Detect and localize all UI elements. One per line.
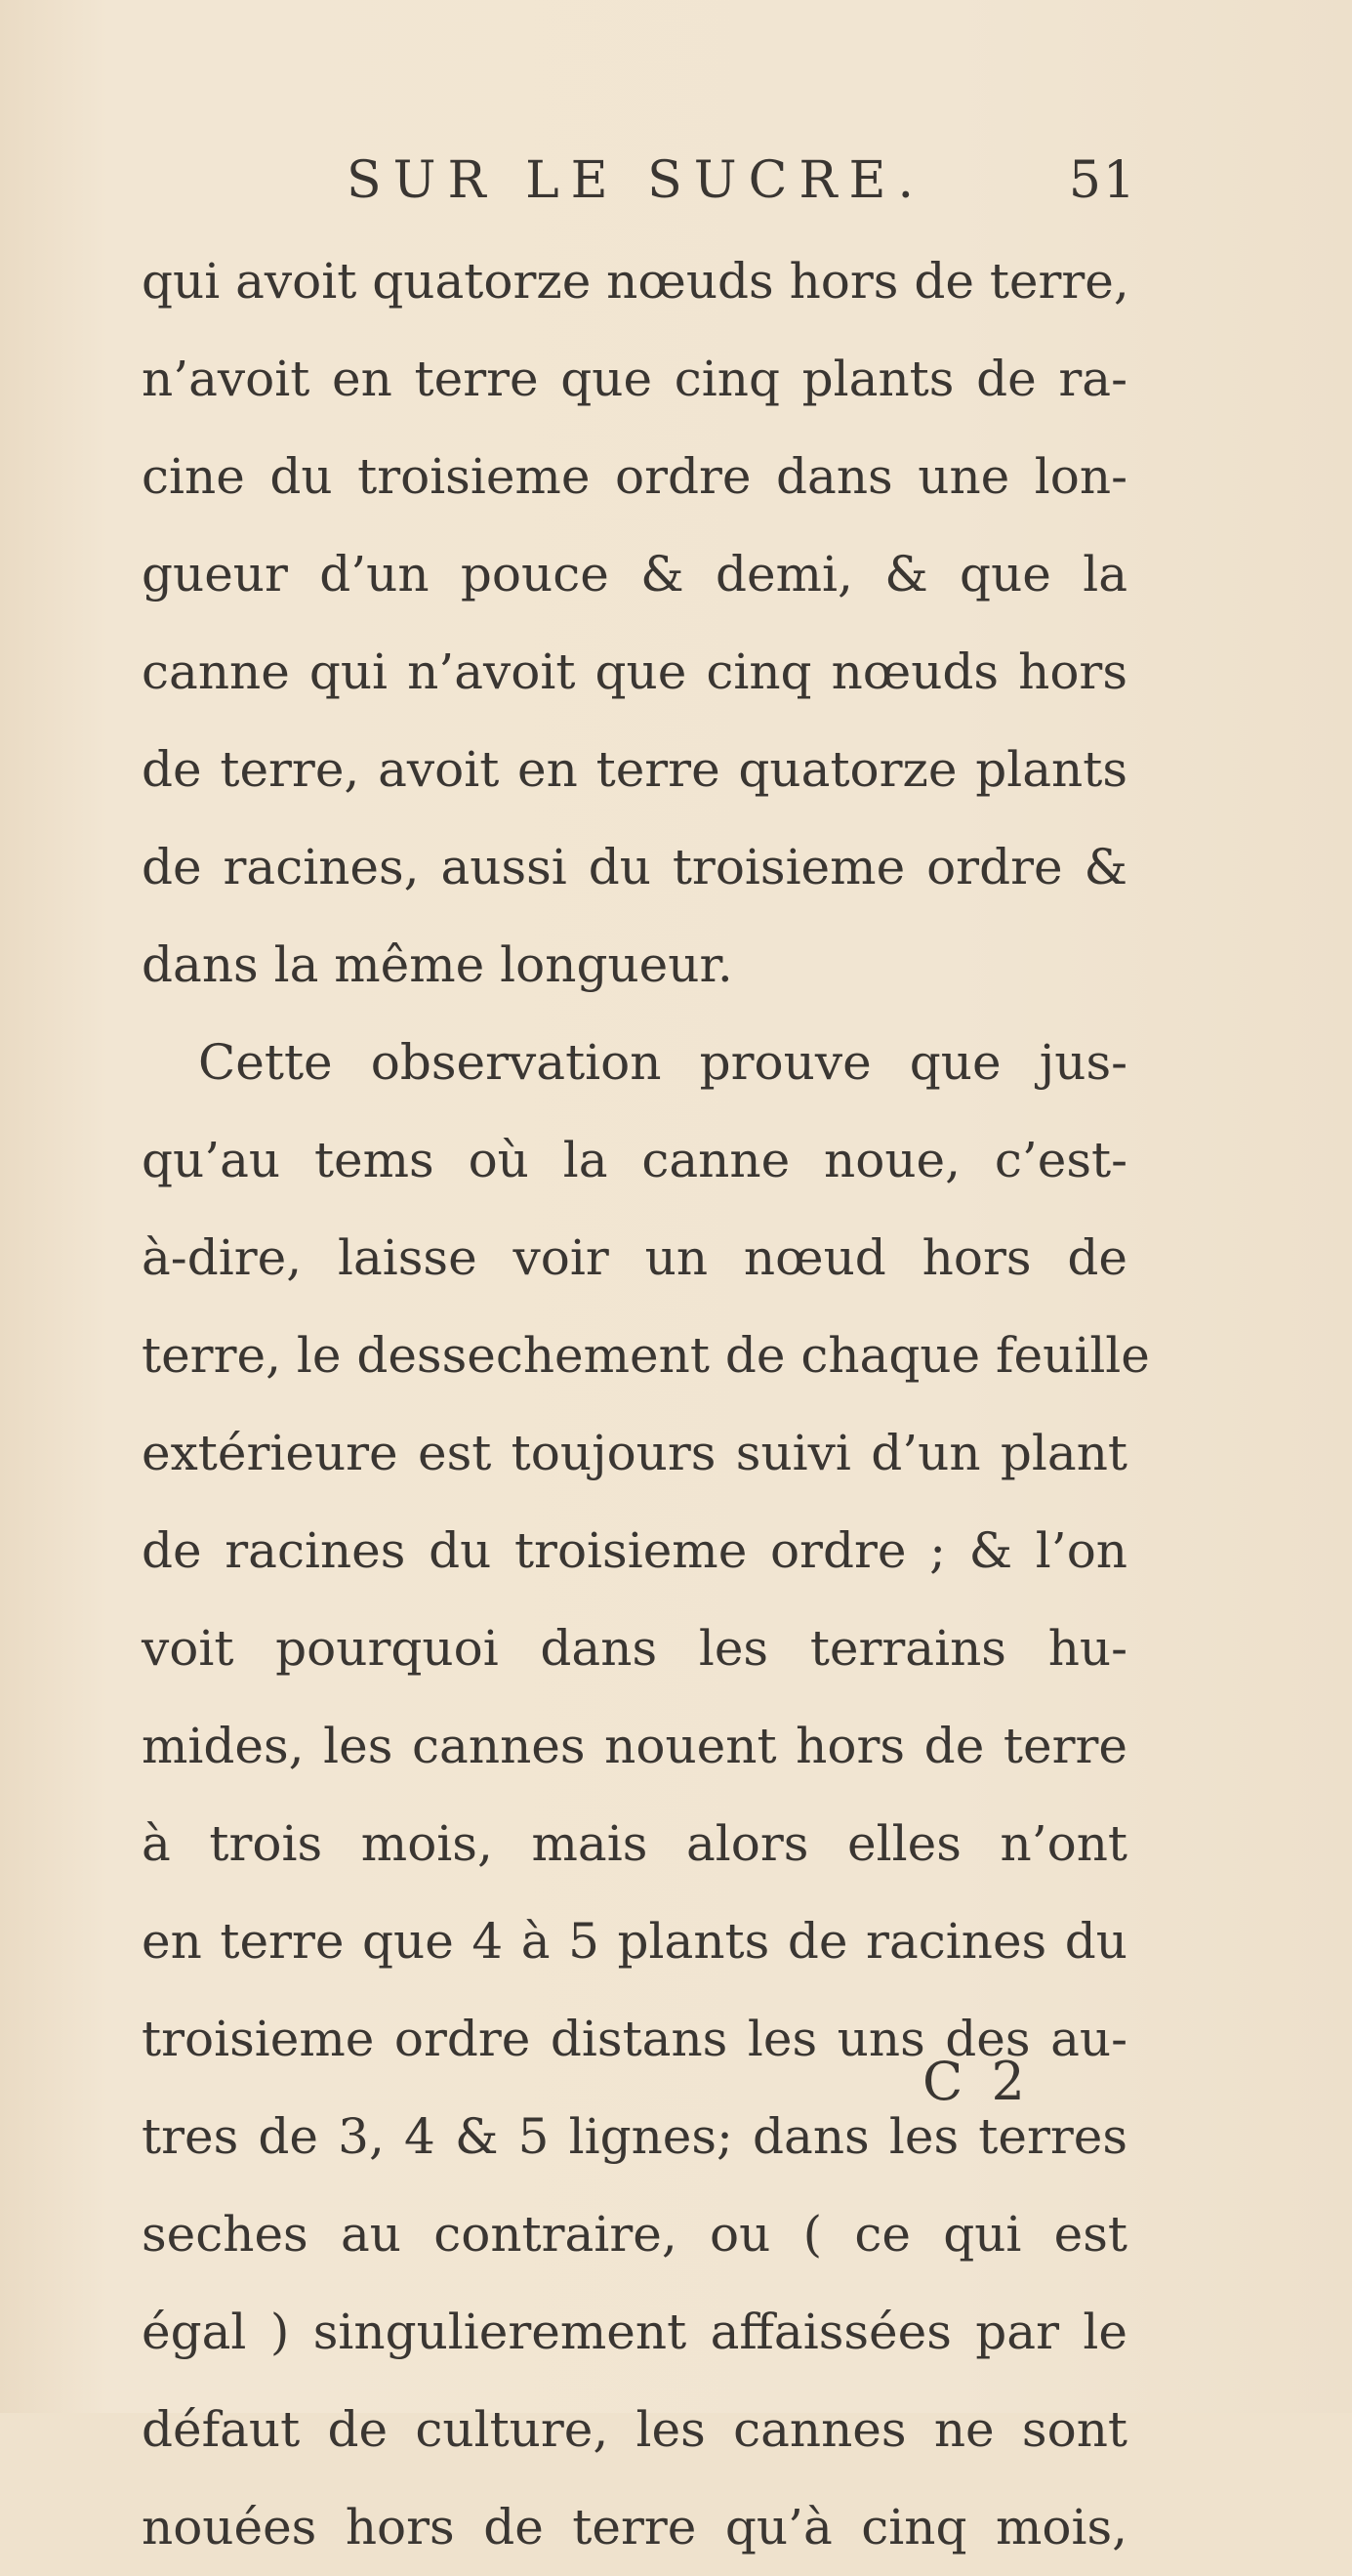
text-line: égal ) singulierement affaissées par le [142, 2304, 1127, 2360]
text-line: nouées hors de terre qu’à cinq mois, [142, 2499, 1127, 2555]
text-line: gueur d’un pouce & demi, & que la [142, 546, 1127, 602]
text-line: de terre, avoit en terre quatorze plants [142, 741, 1127, 798]
text-line: de racines du troisieme ordre ; & l’on [142, 1522, 1127, 1579]
text-line: terre, le dessechement de chaque feuille [142, 1327, 1150, 1384]
text-line: n’avoit en terre que cinq plants de ra- [142, 351, 1127, 407]
text-line: seches au contraire, ou ( ce qui est [142, 2206, 1127, 2263]
running-head: SUR LE SUCRE. [347, 151, 926, 210]
text-line: en terre que 4 à 5 plants de racines du [142, 1913, 1127, 1970]
text-line: mides, les cannes nouent hors de terre [142, 1718, 1127, 1774]
text-line: qu’au tems où la canne noue, c’est- [142, 1132, 1127, 1188]
text-line: extérieure est toujours suivi d’un plant [142, 1425, 1127, 1481]
page-number: 51 [1068, 151, 1137, 210]
text-line: à-dire, laisse voir un nœud hors de [142, 1229, 1127, 1286]
text-line: à trois mois, mais alors elles n’ont [142, 1815, 1127, 1872]
text-line: canne qui n’avoit que cinq nœuds hors [142, 644, 1127, 700]
text-line: cine du troisieme ordre dans une lon- [142, 448, 1127, 505]
text-line: voit pourquoi dans les terrains hu- [142, 1620, 1127, 1677]
text-line: défaut de culture, les cannes ne sont [142, 2401, 1127, 2458]
page-header [347, 151, 1137, 220]
body-text [142, 232, 1150, 2576]
text-line: dans la même longueur. [142, 936, 733, 993]
text-line: tres de 3, 4 & 5 lignes; dans les terres [142, 2108, 1127, 2165]
text-line: qui avoit quatorze nœuds hors de terre, [142, 253, 1129, 310]
paragraph-first-line: Cette observation prouve que jus- [198, 1034, 1127, 1091]
text-line: de racines, aussi du troisieme ordre & [142, 839, 1127, 895]
text-line: troisieme ordre distans les uns des au- [142, 2011, 1127, 2067]
signature-mark: C 2 [922, 2051, 1031, 2112]
